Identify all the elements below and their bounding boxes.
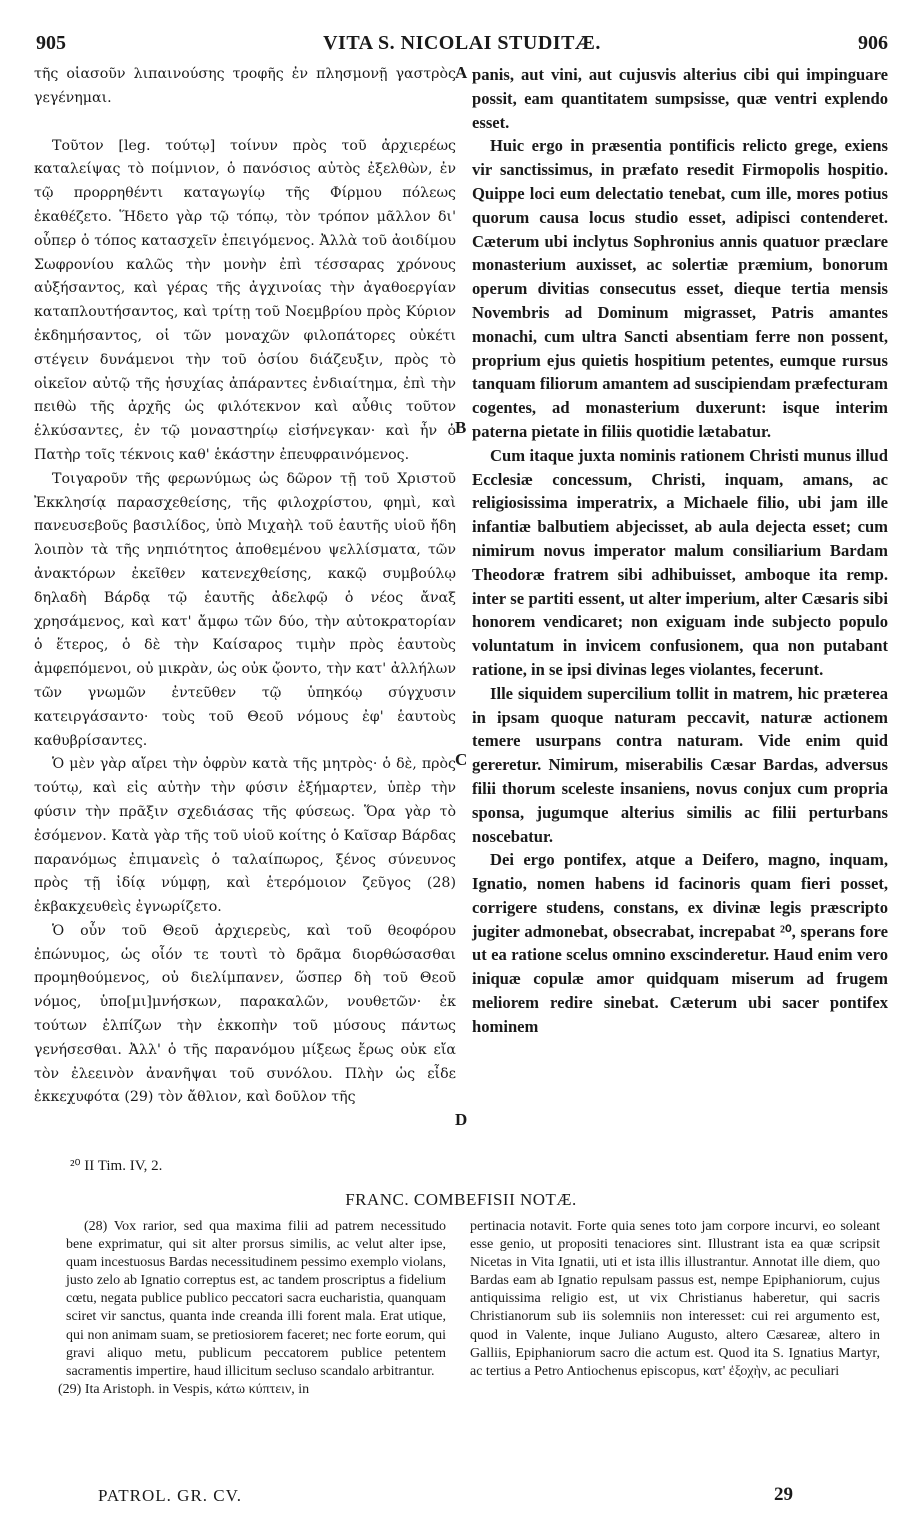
greek-paragraph: Τοῦτον [leg. τούτῳ] τοίνυν πρὸς τοῦ ἀρχιερέως καταλείψας τὸ ποίμνιον, ὁ πανόσιος αὐτὸς ἐξελθὼν, ἐν τῷ προρρηθέντι καταγωγίῳ τῆς Φίρμου πόλεως ἐκαθέζετο. Ἥδετο γὰρ τῷ τόπῳ, τὸν τρόπον μᾶλλον δι' οὗπερ ὁ τόπος κατασχεῖν ἐπειγόμενος. Ἀλλὰ τοῦ ἀοιδίμου Σωφρονίου καλῶς τὴν μονὴν ἐπὶ τέσσαρας χρόνους αὐξήσαντος, καὶ γέρας τῆς ἀγχινοίας τὴν ἀγαθοεργίαν καταπλουτήσαντος, καὶ τρίτῃ τοῦ Νοεμβρίου πρὸς Κύριον ἐκδημήσαντος, οἱ τῶν μοναχῶν φιλοπάτορες οὐκέτι στέγειν δυνάμενοι τὴν τοῦ ὁσίου διάζευξιν, πρὸς τὸ οἰκεῖον αὐτῷ τῆς ἡσυχίας ἀπάραντες ἐνδιαίτημα, ἐπὶ τὴν πειθὼ τῆς ἀρχῆς ὡς φιλότεκνον καὶ αὖθις τοῦτον ἑλκύσαντες, ἐν τῷ μοναστηρίῳ εἰσήνεγκαν· καὶ ἦν ὁ Πατὴρ τοῖς τέκνοις καθ' ἑκάστην ἐπευφραινόμενος. (34, 137, 456, 463)
note-paragraph: (28) Vox rarior, sed qua maxima filii ad patrem necessitudo bene exprimatur, qui sit alter prorsus similis, ac velut alter ipse, quam incestuosus Bardas necessitudinem pessimo exemplo violans, justo zelo ab Ignatio correptus est, ac tandem proscriptus a fidelium cœtu, negata publice publico peccatori sacra eucharistia, quanquam sciret vir sanctus, quanta inde creanda illi forent mala. Erat utique, qui non animam suam, se pretiosiorem faceret; nec forte eorum, qui gravi aliquo metu, publicum peccatorem publice petentem sacramentis impertire, haud illicitum secluso scandalo arbitrantur. (66, 1219, 446, 1379)
note-paragraph: pertinacia notavit. Forte quia senes toto jam corpore incurvi, eo soleant esse genio, ut propositi tenaciores sint. Illustrant ista ea quæ scripsit Nicetas in Vita Ignatii, uti et ista illis illustrantur. Annotat ille diem, quo Bardas eam ab Ignatio repulsam passus est, nempe Epiphaniorum, cujus antiquissima religio est, ut vix Christianus haberetur, qui sacris Christianorum sub iis solemniis non interesset: cui rei argumento est, quod in Valente, inque Juliano Augusto, altero Cæsareæ, altero in Galliis, Epiphaniorum sacro die actum est. Quod ita S. Ignatius Martyr, ac tertius a Petro Antiochenus episcopus, κατ' ἐξοχὴν, ac peculiari (470, 1219, 880, 1379)
margin-marker-d: D (455, 1110, 468, 1129)
latin-paragraph: Dei ergo pontifex, atque a Deifero, magno, inquam, Ignatio, nomen habens id facinoris quam fieri posset, corrigere studens, constans, ex divinæ legis præscripto jugiter admonebat, obsecrabat, increpabat ²⁰, sperans fore ut ea ratione scelus omnino exscinderetur. Haud enim vero iniquæ copulæ amor quidquam miserum ad frugem meliorem redire sinebat. Cæterum ubi sacer pontifex hominem (472, 850, 888, 1036)
greek-paragraph: Ὁ οὖν τοῦ Θεοῦ ἀρχιερεὺς, καὶ τοῦ θεοφόρου ἐπώνυμος, ὡς οἷόν τε τουτὶ τὸ δρᾶμα διορθώσασθαι προμηθούμενος, οὐ διελίμπανεν, ὥσπερ δὴ τοῦ Θεοῦ νόμος, ὑπο[μι]μνήσκων, παρακαλῶν, νουθετῶν· ἐκ τούτων ἐλπίζων τὴν ἐκκοπὴν τοῦ μύσους πάντως γενήσεσθαι. Ἀλλ' ὁ τῆς παρανόμου μίξεως ἔρως οὐκ εἴα τὸν ἐλεεινὸν ἀνανῆψαι τοῦ συνόλου. Πλὴν ὡς εἶδε ἐκκεχυφότα (29) τὸν ἄθλιον, καὶ δοῦλον τῆς (34, 922, 456, 1106)
greek-paragraph: Τοιγαροῦν τῆς φερωνύμως ὡς δῶρον τῇ τοῦ Χριστοῦ Ἐκκλησίᾳ παρασχεθείσης, τῆς φιλοχρίστου, φημὶ, καὶ πανευσεβοῦς βασιλίδος, ὑπὸ Μιχαὴλ τοῦ ἑαυτῆς υἱοῦ ἤδη λοιπὸν τὰ τῆς νηπιότητος ἀποθεμένου ψελλίσματα, τῶν ἀνακτόρων ἐκεῖθεν κατενεχθείσης, κακῷ συμβούλῳ δηλαδὴ Βάρδᾳ τῷ ἑαυτῆς ἀδελφῷ ὁ νέος ἄναξ χρησάμενος, καὶ κατ' ἄμφω τῶν δύο, τὴν αὐτοκρατορίαν ὁ ἕτερος, ὁ δὲ τὴν Καίσαρος τιμὴν πρὸς ἑαυτοὺς ἀμφεπόμενοι, οὐ μικρὰν, ὡς οὐκ ᾤοντο, τὴν κατ' ἀλλήλων τῶν γνωμῶν ἐντεῦθεν τῷ ὑπηκόῳ σύγχυσιν κατειργάσαντο· τοὺς τοῦ Θεοῦ νόμους ἐφ' ἑαυτοὺς καθυβρίσαντες. (34, 470, 456, 749)
margin-marker-c: C (455, 750, 468, 769)
greek-paragraph: τῆς οἱασοῦν λιπαινούσης τροφῆς ἐν πλησμονῇ γαστρὸς γεγένημαι. (34, 66, 456, 106)
latin-paragraph: Huic ergo in præsentia pontificis relicto grege, exiens vir sanctissimus, in præfato resedit Firmopolis hospitio. Quippe loci eum delectatio tenebat, cum ille, mores potius quorum causa locus studio esset, adipisci contenderet. Cæterum ubi inclytus Sophronius annis quatuor præclare monasterium auxisset, ac solertiæ præmium, bonorum operum divitias consecutus esset, dieque tertia mensis Novembris ad Dominum migrasset, Patris amantes monachi, cum ultra Sancti absentiam ferre non possent, proprium ejus quietis hospitium petentes, eumque rursus tanquam filiorum amantem ad suscipiendam præfecturam cogentes, ad monasterium duxerunt: isque interim paterna pietate in filiis quotidie lætabatur. (472, 136, 888, 441)
margin-marker-a: A (455, 63, 468, 82)
latin-column (472, 63, 888, 1039)
scripture-reference: ²⁰ II Tim. IV, 2. (70, 1158, 163, 1174)
running-head (36, 32, 888, 58)
greek-column (34, 63, 456, 1110)
notes-title: FRANC. COMBEFISII NOTÆ. (345, 1190, 577, 1209)
page-number-right: 906 (858, 32, 888, 54)
latin-paragraph: panis, aut vini, aut cujusvis alterius cibi qui impinguare possit, eam quantitatem sumpsisse, quæ ventri explendo esset. (472, 65, 888, 132)
latin-paragraph: Cum itaque juxta nominis rationem Christi munus illud Ecclesiæ concessum, Christi, inquam, amans, ac religiosissima imperatrix, a Michaele filio, ubi jam ille infantiæ balbutiem abjecisset, ab aula dejecta esset; cum nimirum novus imperator malum consiliarium Bardam Theodoræ fratrem sibi adhibuisset, amboque ita remp. inter se partiti essent, ut alter imperium, alter Cæsaris sibi honorem vendicaret; non exiguam inde subjecto populo voluntatum in invicem confusionem, qua non putabant ratione, in se ipsi divinas leges violantes, fecerunt. (472, 445, 888, 679)
footer-signature: PATROL. GR. CV. (98, 1486, 242, 1505)
note-paragraph: (29) Ita Aristoph. in Vespis, κάτω κύπτειν, in (58, 1381, 310, 1397)
greek-paragraph: Ὁ μὲν γὰρ αἴρει τὴν ὀφρὺν κατὰ τῆς μητρὸς· ὁ δὲ, πρὸς τούτῳ, καὶ εἰς αὐτὴν τὴν φύσιν ἐξήμαρτεν, ὑπὲρ τὴν φύσιν τὴν πρᾶξιν σχεδιάσας τῆς φύσεως. Ὅρα γὰρ τὸ ἐσόμενον. Κατὰ γὰρ τῆς τοῦ υἱοῦ κοίτης ὁ Καῖσαρ Βάρδας παρανόμως ἐπιμανεὶς ὁ ταλαίπωρος, ξένος σύνευνος πρὸς τῇ ἰδίᾳ νύμφῃ, καὶ ἑτερόμοιον ζεῦγος (28) ἐκβακχευθεὶς ἐγνωρίζετο. (34, 756, 456, 916)
running-title: VITA S. NICOLAI STUDITÆ. (323, 32, 601, 54)
margin-marker-b: B (455, 418, 467, 437)
page-number-left: 905 (36, 32, 66, 54)
notes-right-column (470, 1218, 880, 1381)
footer-signature-number: 29 (774, 1484, 793, 1505)
latin-paragraph: Ille siquidem supercilium tollit in matrem, hic præterea in ipsam quoque naturam peccavit, naturæ actionem temere usurpans contra naturam. Vide enim quid gereretur. Nimirum, miserabilis Cæsar Bardas, adversus filii thorum sceleste insaniens, novus conjux cum propria sponsa, jugumque alterius similis ac filii perturbans noscebatur. (472, 683, 888, 846)
notes-left-column (58, 1218, 446, 1399)
